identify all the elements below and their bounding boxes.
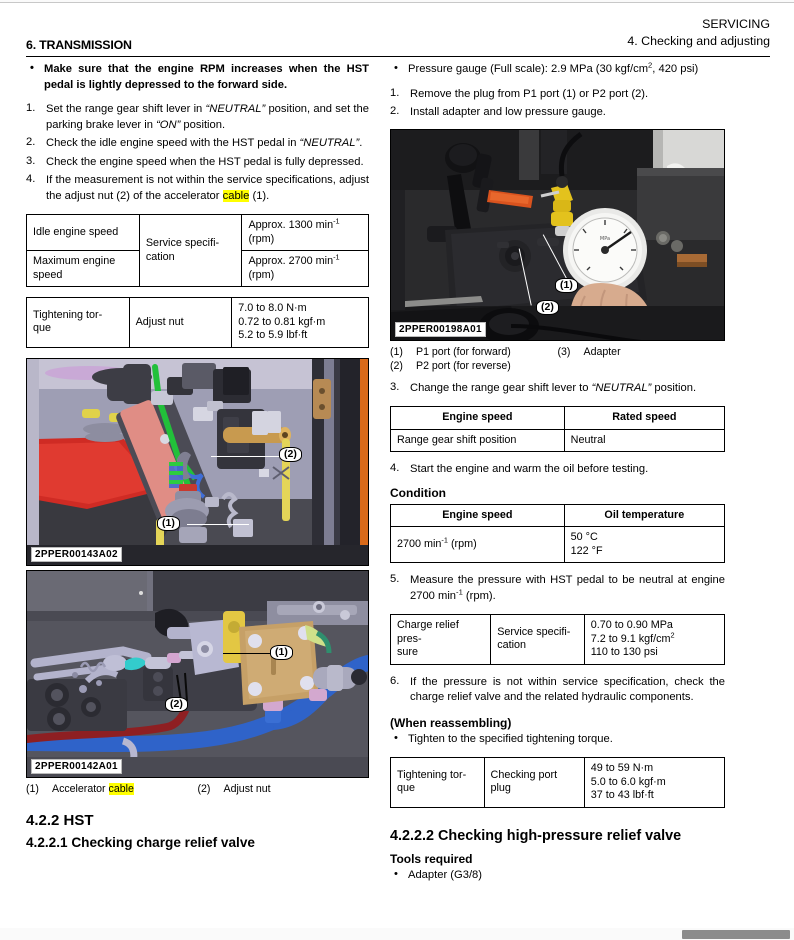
step-text [46, 173, 369, 204]
plain-text: . [359, 137, 363, 149]
rated-speed-table [390, 406, 725, 452]
step-item [390, 462, 725, 478]
max-speed-label: Maximum engine speed [27, 251, 140, 287]
step-text: Measure the pressure with HST pedal to be neutral at engine 2700 $\min^{-1} (rpm)$. [410, 574, 725, 602]
col-header-engine-speed: Engine speed [391, 504, 565, 527]
cell-range-gear-shift-position: Range gear shift position [391, 429, 565, 452]
tools-required-label: Tools required [390, 851, 473, 866]
left-step-list [26, 102, 369, 204]
step-text: Install adapter and low pressure gauge. [410, 106, 606, 118]
bullet-icon: • [394, 62, 398, 74]
legend-number: (1) [26, 782, 39, 795]
service-spec-label: Service specifi- cation [139, 215, 242, 287]
legend-number: (1) [390, 345, 403, 358]
condition-table [390, 504, 725, 564]
search-highlight: cable [222, 189, 250, 202]
intro-bullet [26, 62, 369, 93]
figure-id-label: 2PPER00143A02 [31, 547, 122, 562]
step-number: 4. [26, 173, 36, 185]
horizontal-scrollbar[interactable] [0, 928, 794, 940]
legend-item [558, 345, 726, 359]
horizontal-scrollbar-thumb[interactable] [682, 930, 790, 939]
legend-text: Adapter [583, 345, 621, 358]
step-number: 3. [26, 154, 36, 167]
legend-number [558, 359, 584, 373]
step-number: 4. [390, 462, 400, 474]
step-text [46, 136, 369, 152]
table-row [391, 429, 725, 452]
bullet-icon: • [30, 62, 34, 74]
plain-text: Check the idle engine speed with the HST pedal in [46, 137, 300, 149]
step-number: 5. [390, 573, 400, 585]
emphasis-text: “NEUTRAL” [299, 137, 360, 149]
idle-speed-value: Approx. 1300 $\min^{-1} (rpm)$ [242, 215, 369, 251]
table-header-row [391, 504, 725, 527]
figure2-legend [26, 782, 369, 796]
header-divider [26, 56, 770, 57]
svg-text:MPa: MPa [599, 235, 611, 242]
legend-number: (2) [390, 359, 403, 372]
callout-1: (1) [555, 278, 578, 293]
step-number: 1. [26, 102, 36, 114]
step-number: 1. [390, 86, 400, 99]
figure-id-label: 2PPER00142A01 [31, 759, 122, 774]
legend-highlight: cable [108, 782, 134, 795]
service-spec-label: Service specifi- cation [491, 615, 585, 665]
charge-relief-pressure-values: 0.70 to 0.90 MPa 7.2 to 9.1 kgf/$cm^2$ 110 to 130 psi [584, 615, 724, 665]
callout-2: (2) [165, 697, 188, 712]
adjust-nut-torque-table [26, 297, 369, 348]
photo-legend [390, 345, 725, 373]
heading-4-2-2-1-clipped-wrapper [26, 835, 369, 851]
callout-2: (2) [279, 447, 302, 462]
cell-oil-temperature-value: 50 °C 122 °F [564, 527, 724, 563]
superscript: 2 [648, 60, 653, 70]
superscript: 2 [670, 629, 675, 639]
step-item [26, 102, 369, 133]
figure-pressure-gauge-photo [390, 129, 725, 341]
legend-item [390, 359, 558, 373]
checking-port-plug-torque-table [390, 757, 725, 808]
plain-text: Set the range gear shift lever in [46, 103, 206, 115]
charge-relief-pressure-table [390, 614, 725, 665]
bullet-icon: • [394, 731, 398, 744]
tools-bullet [390, 868, 725, 883]
table-row [27, 215, 369, 251]
charge-relief-pressure-label: Charge relief pres- sure [391, 615, 491, 665]
step-text: Change the range gear shift lever to “NEUTRAL” position. [410, 381, 697, 394]
col-header-oil-temperature: Oil temperature [564, 504, 724, 527]
table-row [391, 615, 725, 665]
plain-text: position, and set the parking brake lever in [46, 103, 369, 131]
tightening-torque-label: Tightening tor- que [391, 758, 485, 808]
intro-bullet-text: Make sure that the engine RPM increases when the HST pedal is lightly depressed to the forward side. [44, 63, 369, 91]
header-chapter-title: 6. TRANSMISSION [26, 38, 132, 52]
superscript: -1 [456, 586, 463, 596]
heading-4-2-2-2: 4.2.2.2 Checking high-pressure relief valve [390, 827, 682, 844]
bullet-icon: • [394, 867, 398, 880]
legend-text [584, 359, 726, 373]
col-header-rated-speed: Rated speed [564, 407, 724, 430]
when-reassembling-label: (When reassembling) [390, 715, 512, 730]
leader-line-1 [223, 653, 275, 654]
step-number: 6. [390, 674, 400, 687]
legend-item [26, 782, 198, 796]
callout-1: (1) [270, 645, 293, 660]
table-row [391, 758, 725, 808]
superscript: -1 [441, 535, 448, 545]
step-item [390, 675, 725, 706]
condition-label: Condition [390, 485, 446, 500]
step-text: Start the engine and warm the oil before testing. [410, 463, 649, 475]
leader-line-2 [211, 456, 283, 457]
figure-accelerator-cable-illustration [27, 571, 368, 778]
checking-port-plug-label: Checking port plug [484, 758, 584, 808]
step-item [390, 573, 725, 604]
step-text [46, 155, 369, 171]
cell-engine-speed-value: 2700 $\min^{-1} (rpm)$ [391, 527, 565, 563]
step-item [390, 381, 725, 397]
table-row [391, 527, 725, 563]
legend-text: Accelerator cable [52, 782, 134, 795]
right-column [390, 62, 725, 883]
emphasis-text: “NEUTRAL” [205, 103, 266, 115]
header-section [627, 16, 770, 50]
heading-4-2-2: 4.2.2 HST [26, 811, 94, 829]
reassembling-bullet [390, 732, 725, 748]
plain-text: position. [180, 118, 226, 131]
tools-bullet-text: Adapter (G3/8) [408, 868, 482, 881]
idle-speed-label: Idle engine speed [27, 215, 140, 251]
legend-number: (2) [197, 782, 211, 795]
tightening-torque-label: Tightening tor- que [27, 298, 130, 348]
emphasis-text: “ON” [156, 118, 181, 131]
callout-1: (1) [157, 516, 180, 531]
legend-text: Adjust nut [223, 782, 271, 795]
step-item [26, 173, 369, 204]
cell-neutral: Neutral [564, 429, 724, 452]
figure-accelerator-linkage [26, 358, 369, 566]
engine-speed-spec-table [26, 214, 369, 287]
step-item [26, 155, 369, 171]
header-subsection-label: 4. Checking and adjusting [627, 34, 770, 48]
pressure-gauge-bullet [390, 62, 725, 78]
legend-item [390, 345, 558, 359]
heading-4-2-2-1: 4.2.2.1 Checking charge relief valve [26, 834, 255, 850]
max-speed-value: Approx. 2700 $\min^{-1} (rpm)$ [242, 251, 369, 287]
step-number: 2. [390, 105, 400, 117]
leader-line-1 [187, 524, 249, 525]
legend-item [198, 782, 370, 796]
plain-text: Check the engine speed when the HST pedal is fully depressed. [46, 155, 364, 168]
step-item [26, 136, 369, 152]
figure-id-label: 2PPER00198A01 [395, 322, 486, 337]
plain-text: If the measurement is not within the service specifications, adjust the adjust nut (2) of the accelerator [46, 174, 369, 202]
callout-2: (2) [536, 300, 559, 315]
figure-accelerator-linkage-illustration [27, 359, 368, 566]
value-with-superscript: 7.2 to 9.1 kgf/$cm^2$ [590, 629, 675, 645]
table-header-row [391, 407, 725, 430]
step-number: 2. [26, 136, 36, 148]
adjust-nut-label: Adjust nut [129, 298, 232, 348]
legend-text: P1 port (for forward) [416, 345, 511, 358]
manual-page [0, 4, 794, 940]
plain-text: (1). [249, 189, 270, 202]
header-servicing-label: SERVICING [702, 17, 770, 31]
step-number: 3. [390, 380, 400, 393]
left-column [26, 62, 369, 851]
step-text: If the pressure is not within service specification, check the charge relief valve and the related hydraulic components. [410, 675, 725, 703]
legend-text: P2 port (for reverse) [416, 359, 511, 372]
step-text [46, 102, 369, 133]
reassembling-bullet-text: Tighten to the specified tightening torque. [408, 732, 613, 745]
col-header-engine-speed: Engine speed [391, 407, 565, 430]
adjust-nut-torque-values: 7.0 to 8.0 N·m 0.72 to 0.81 kgf·m 5.2 to 5.9 lbf·ft [232, 298, 369, 348]
table-row [27, 298, 369, 348]
pressure-gauge-text: Pressure gauge (Full scale): 2.9 MPa (30 kgf/$cm^2$, 420 psi) [408, 60, 699, 75]
step-item [390, 87, 725, 103]
figure-accelerator-cable [26, 570, 369, 778]
page-header [26, 16, 770, 60]
checking-port-plug-values: 49 to 59 N·m 5.0 to 6.0 kgf·m 37 to 43 lbf·ft [584, 758, 724, 808]
legend-item-empty [558, 359, 726, 373]
viewer-top-rule [0, 0, 794, 3]
step-item [390, 105, 725, 121]
step-text: Remove the plug from P1 port (1) or P2 port (2). [410, 87, 649, 100]
legend-number: (3) [557, 345, 571, 358]
